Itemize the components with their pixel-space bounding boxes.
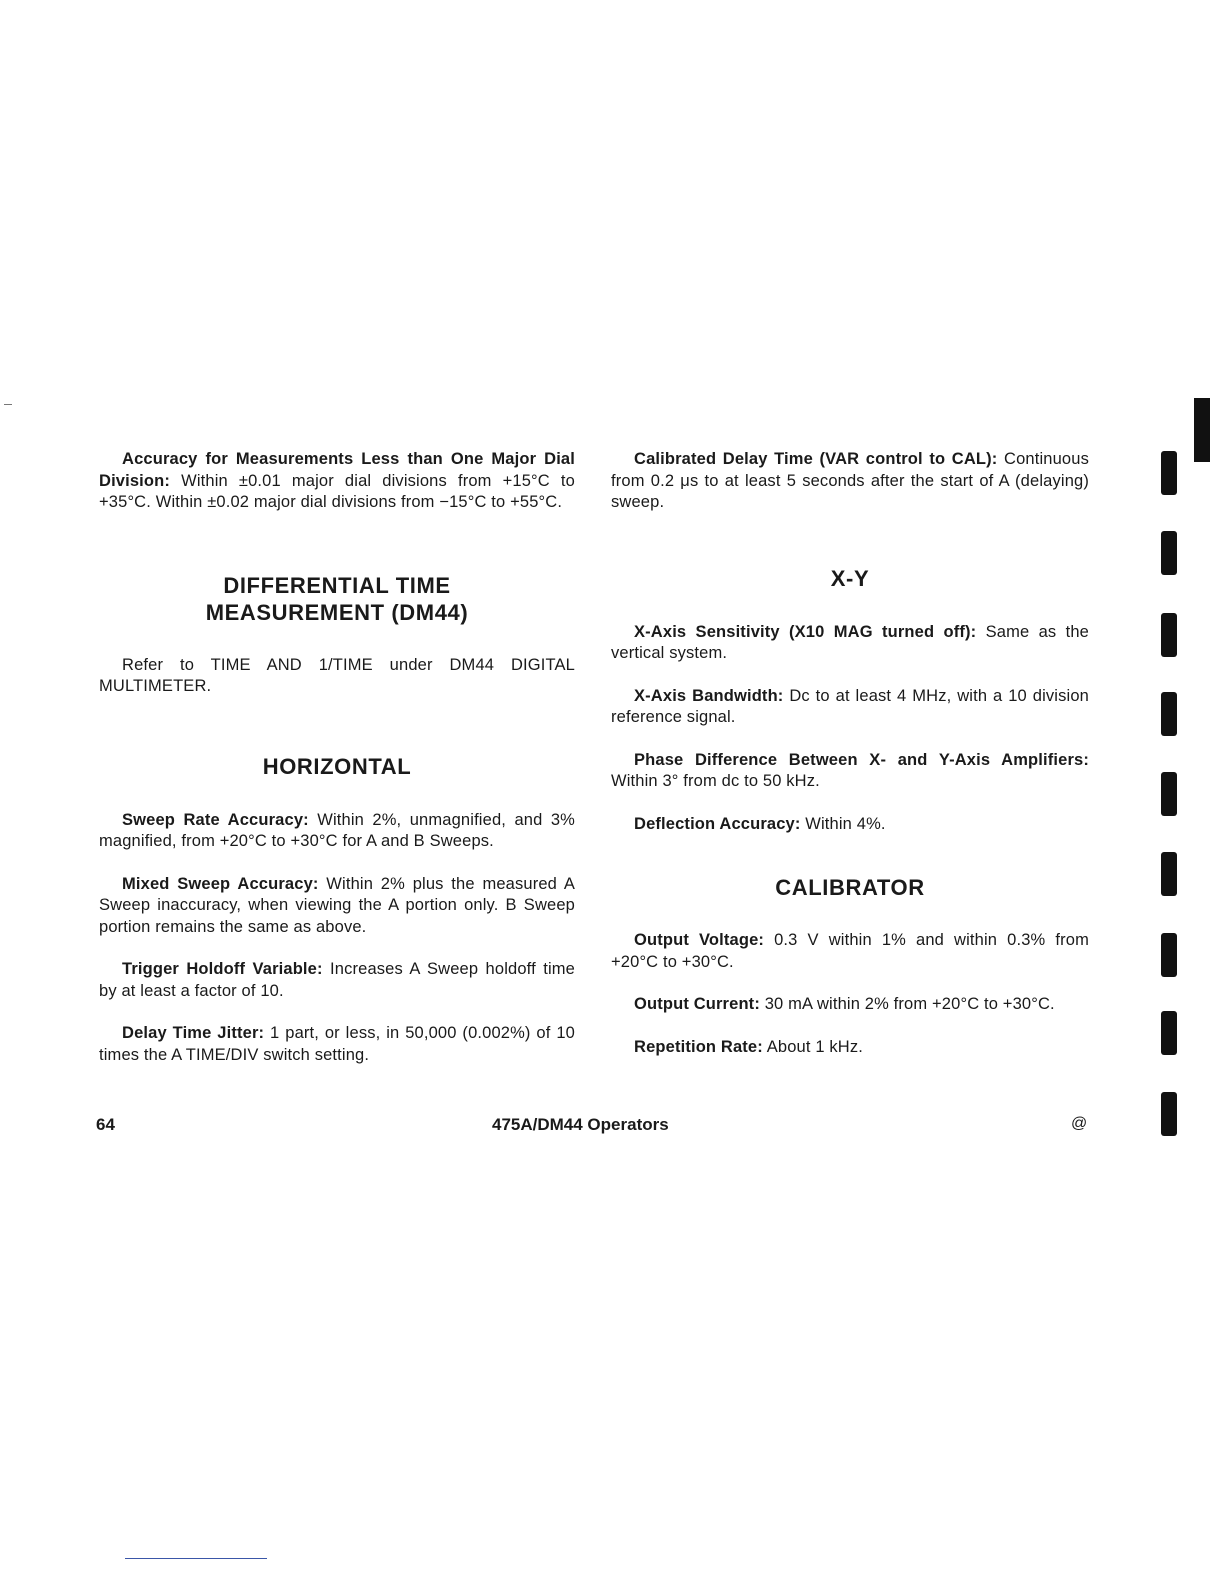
sweep-rate-text: Within 2%, unmagnified, and 3% magnified, from +20°C to +30°C for A and B Sweeps.	[99, 810, 576, 850]
repetition-rate-text: About 1 kHz.	[762, 1037, 863, 1056]
phase-difference-paragraph	[611, 750, 1089, 793]
phase-difference-label: Phase Difference Between X- and Y-Axis Amplifiers:	[634, 750, 1089, 769]
refer-text: Refer to TIME AND 1/TIME under DM44 DIGITAL MULTIMETER.	[99, 655, 575, 695]
output-voltage-paragraph	[611, 930, 1089, 973]
left-column	[99, 449, 575, 1087]
deflection-accuracy-paragraph	[611, 814, 1089, 836]
mixed-sweep-label: Mixed Sweep Accuracy:	[122, 874, 319, 893]
edge-tab	[1161, 772, 1177, 816]
edge-tab	[1161, 933, 1177, 977]
x-sensitivity-text: Same as the vertical system.	[611, 622, 1089, 662]
calibrator-heading: CALIBRATOR	[775, 875, 925, 900]
bottom-rule	[125, 1558, 267, 1559]
edge-tab	[1161, 1092, 1177, 1136]
repetition-rate-paragraph	[611, 1037, 1089, 1059]
phase-difference-text: Within 3° from dc to 50 kHz.	[611, 772, 820, 790]
deflection-accuracy-text: Within 4%.	[800, 814, 886, 833]
mixed-sweep-paragraph	[99, 874, 575, 939]
differential-heading-line2: MEASUREMENT (DM44)	[205, 599, 469, 625]
calibrated-delay-paragraph	[611, 449, 1089, 514]
x-bandwidth-label: X-Axis Bandwidth:	[634, 686, 784, 705]
output-voltage-text: 0.3 V within 1% and within 0.3% from +20°C to +30°C.	[611, 931, 1089, 971]
edge-tab	[1161, 613, 1177, 657]
x-bandwidth-paragraph	[611, 686, 1089, 729]
calibrated-delay-text: Continuous from 0.2 μs to at least 5 seconds after the start of A (delaying) sweep.	[611, 450, 1089, 511]
trigger-holdoff-text: Increases A Sweep holdoff time by at least a factor of 10.	[99, 960, 575, 1000]
right-column	[611, 449, 1089, 1079]
page-number: 64	[96, 1115, 115, 1134]
delay-jitter-text: 1 part, or less, in 50,000 (0.002%) of 10 times the A TIME/DIV switch setting.	[99, 1024, 575, 1064]
sweep-rate-label: Sweep Rate Accuracy:	[122, 810, 309, 829]
page-edge-bar	[1194, 398, 1210, 462]
calibrated-delay-label: Calibrated Delay Time (VAR control to CAL):	[634, 450, 998, 468]
x-sensitivity-label: X-Axis Sensitivity (X10 MAG turned off):	[634, 622, 977, 641]
output-current-paragraph	[611, 994, 1089, 1016]
delay-jitter-paragraph	[99, 1023, 575, 1066]
x-sensitivity-paragraph	[611, 622, 1089, 665]
horizontal-heading: HORIZONTAL	[262, 753, 412, 779]
delay-jitter-label: Delay Time Jitter:	[122, 1024, 265, 1042]
deflection-accuracy-label: Deflection Accuracy:	[634, 814, 801, 833]
sweep-rate-paragraph	[99, 810, 575, 853]
edge-tab	[1161, 852, 1177, 896]
edge-tab	[1161, 531, 1177, 575]
refer-paragraph	[99, 655, 575, 698]
accuracy-paragraph	[99, 449, 575, 514]
accuracy-label: Accuracy for Measurements Less than One Major Dial Division:	[99, 450, 575, 490]
differential-heading-line1: DIFFERENTIAL TIME	[223, 572, 451, 598]
repetition-rate-label: Repetition Rate:	[634, 1037, 763, 1056]
edge-tab	[1161, 451, 1177, 495]
mixed-sweep-text: Within 2% plus the measured A Sweep inaccuracy, when viewing the A portion only. B Sweep portion remains the same as above.	[99, 874, 576, 936]
differential-heading	[99, 572, 575, 626]
output-current-label: Output Current:	[634, 995, 760, 1013]
footer-mark: @	[1071, 1115, 1088, 1132]
accuracy-text: Within ±0.01 major dial divisions from +15°C to +35°C. Within ±0.02 major dial divisions from −15°C to +55°C.	[99, 471, 575, 511]
xy-heading: X-Y	[830, 565, 870, 591]
trigger-holdoff-paragraph	[99, 959, 575, 1002]
edge-tab	[1161, 1011, 1177, 1055]
trigger-holdoff-label: Trigger Holdoff Variable:	[122, 960, 323, 978]
edge-tab	[1161, 692, 1177, 736]
x-bandwidth-text: Dc to at least 4 MHz, with a 10 division reference signal.	[611, 686, 1089, 726]
output-voltage-label: Output Voltage:	[634, 931, 765, 949]
manual-title: 475A/DM44 Operators	[492, 1115, 669, 1134]
output-current-text: 30 mA within 2% from +20°C to +30°C.	[759, 995, 1055, 1013]
margin-mark	[4, 404, 12, 405]
